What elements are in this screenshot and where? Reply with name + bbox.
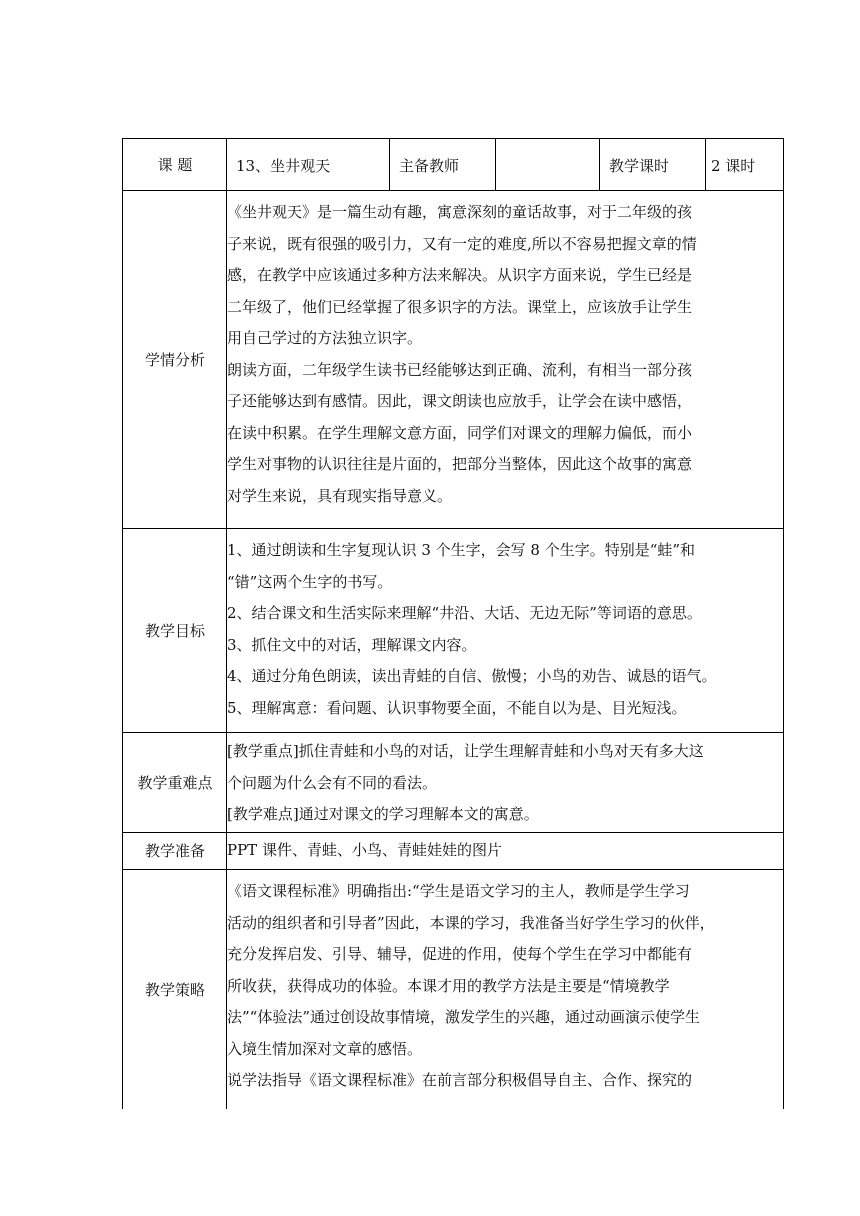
analysis-line: 感，在教学中应该通过多种方法来解决。从识字方面来说，学生已经是 (227, 266, 693, 284)
strategy-line: 入境生情加深对文章的感悟。 (227, 1039, 423, 1058)
strategy-line: 《语文课程标准》明确指出:“学生是语文学习的主人，教师是学生学习 (227, 882, 690, 900)
analysis-content (227, 197, 781, 512)
analysis-line: 对学生来说，具有现实指导意义。 (227, 486, 453, 505)
keypoints-label: 教学重难点 (137, 773, 213, 792)
course-label: 课 题 (157, 156, 193, 174)
strategy-line: 法”“体验法”通过创设故事情境，激发学生的兴趣，通过动画演示使学生 (227, 1008, 701, 1026)
analysis-line: 子来说，既有很强的吸引力，又有一定的难度,所以不容易把握文章的情 (227, 234, 697, 253)
goal-line: “错”这两个生字的书写。 (227, 572, 393, 591)
strategy-line: 说学法指导《语文课程标准》在前言部分积极倡导自主、合作、探究的 (227, 1071, 693, 1089)
keypoints-content (227, 736, 781, 831)
goal-line: 3、抓住文中的对话，理解课文内容。 (227, 635, 477, 654)
column-divider (389, 139, 390, 190)
goal-line: 2、结合课文和生活实际来理解“井沿、大话、无边无际”等词语的意思。 (227, 604, 702, 622)
strategy-label: 教学策略 (144, 980, 205, 999)
goal-line: 1、通过朗读和生字复现认识 3 个生字，会写 8 个生字。特别是“蛙”和 (227, 541, 696, 559)
hours-label: 教学课时 (609, 157, 670, 175)
analysis-line: 朗读方面，二年级学生读书已经能够达到正确、流利，有相当一部分孩 (227, 360, 693, 379)
course-title: 13、坐井观天 (236, 157, 331, 175)
prep-label: 教学准备 (144, 842, 205, 860)
analysis-line: 二年级了，他们已经掌握了很多识字的方法。课堂上，应该放手让学生 (227, 297, 693, 316)
strategy-content (227, 876, 781, 1097)
goals-content (227, 535, 781, 724)
lesson-plan-table (122, 138, 784, 1109)
strategy-line: 充分发挥启发、引导、辅导，促进的作用，使每个学生在学习中都能有 (227, 945, 693, 963)
column-divider (495, 139, 496, 190)
column-divider (705, 139, 706, 190)
column-divider (599, 139, 600, 190)
analysis-line: 《坐井观天》是一篇生动有趣，寓意深刻的童话故事，对于二年级的孩 (227, 203, 693, 221)
teacher-label: 主备教师 (399, 157, 460, 175)
hours-value: 2 课时 (711, 157, 756, 175)
analysis-line: 学生对事物的认识往往是片面的，把部分当整体，因此这个故事的寓意 (227, 455, 693, 473)
keypoint-line: [教学重点]抓住青蛙和小鸟的对话，让学生理解青蛙和小鸟对天有多大这 (227, 742, 704, 760)
keypoint-line: 个问题为什么会有不同的看法。 (227, 773, 438, 792)
goals-label: 教学目标 (144, 621, 205, 640)
strategy-line: 所收获，获得成功的体验。本课才用的教学方法是主要是“情境教学 (227, 976, 670, 995)
prep-line: PPT 课件、青蛙、小鸟、青蛙娃娃的图片 (227, 841, 502, 859)
strategy-line: 活动的组织者和引导者”因此，本课的学习，我准备当好学生学习的伙伴， (227, 913, 715, 932)
analysis-line: 子还能够达到有感情。因此，课文朗读也应放手，让学会在读中感悟， (227, 392, 693, 410)
keypoint-line: [教学难点]通过对课文的学习理解本文的寓意。 (227, 805, 539, 823)
prep-content (227, 835, 781, 867)
goal-line: 5、理解寓意：看问题、认识事物要全面，不能自以为是、目光短浅。 (227, 698, 687, 717)
analysis-line: 用自己学过的方法独立识字。 (227, 329, 423, 347)
analysis-label: 学情分析 (144, 350, 205, 369)
goal-line: 4、通过分角色朗读，读出青蛙的自信、傲慢；小鸟的劝告、诚恳的语气。 (227, 667, 717, 685)
analysis-line: 在读中积累。在学生理解文意方面，同学们对课文的理解力偏低，而小 (227, 423, 693, 442)
